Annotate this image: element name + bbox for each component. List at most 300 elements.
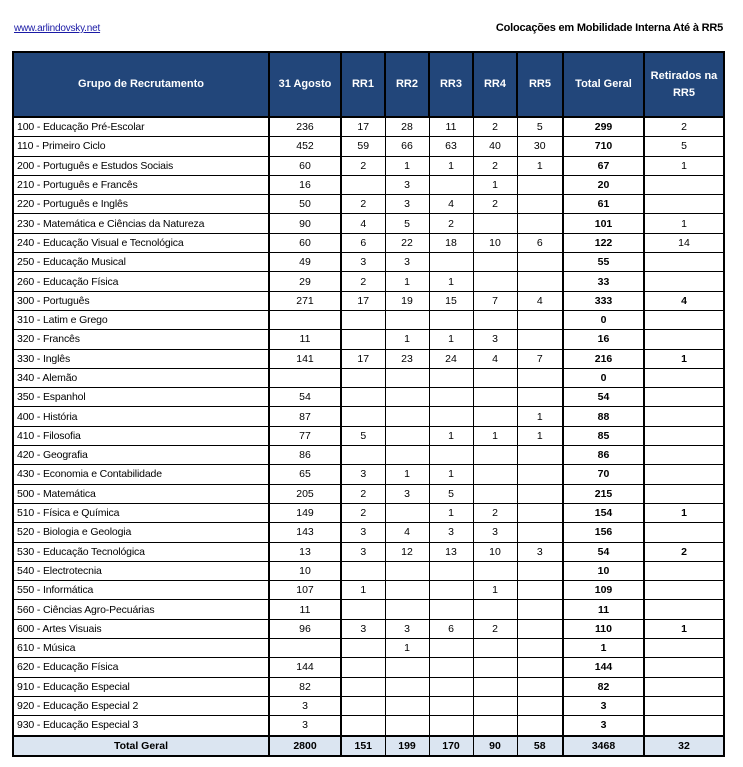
cell-rr5: 7 — [517, 349, 563, 368]
cell-total-geral: 144 — [563, 658, 644, 677]
cell-retirados — [644, 639, 724, 658]
cell-rr4: 2 — [473, 503, 517, 522]
cell-31-agosto: 49 — [269, 253, 341, 272]
cell-total-geral: 110 — [563, 619, 644, 638]
cell-rr2: 1 — [385, 639, 429, 658]
cell-rr2: 4 — [385, 523, 429, 542]
cell-total-geral: 299 — [563, 117, 644, 137]
cell-rr3: 5 — [429, 484, 473, 503]
cell-grupo: 430 - Economia e Contabilidade — [13, 465, 269, 484]
cell-rr3: 1 — [429, 156, 473, 175]
cell-rr3 — [429, 696, 473, 715]
cell-31-agosto: 65 — [269, 465, 341, 484]
cell-rr4 — [473, 677, 517, 696]
cell-rr5 — [517, 639, 563, 658]
cell-grupo: 400 - História — [13, 407, 269, 426]
cell-31-agosto: 236 — [269, 117, 341, 137]
cell-rr4: 2 — [473, 117, 517, 137]
cell-rr1 — [341, 175, 385, 194]
column-header-rr4: RR4 — [473, 52, 517, 117]
cell-rr2 — [385, 600, 429, 619]
total-rr3: 170 — [429, 736, 473, 756]
cell-rr2: 1 — [385, 330, 429, 349]
cell-rr4: 2 — [473, 156, 517, 175]
table-row — [13, 368, 724, 387]
cell-rr3: 1 — [429, 272, 473, 291]
cell-rr4: 7 — [473, 291, 517, 310]
table-row — [13, 407, 724, 426]
cell-31-agosto: 87 — [269, 407, 341, 426]
table-row — [13, 600, 724, 619]
cell-grupo: 600 - Artes Visuais — [13, 619, 269, 638]
cell-rr4 — [473, 272, 517, 291]
cell-retirados — [644, 388, 724, 407]
cell-rr1: 17 — [341, 291, 385, 310]
cell-rr2: 5 — [385, 214, 429, 233]
cell-rr2 — [385, 426, 429, 445]
cell-rr4: 1 — [473, 175, 517, 194]
cell-rr2 — [385, 581, 429, 600]
table-row — [13, 272, 724, 291]
table-row — [13, 503, 724, 522]
cell-rr5 — [517, 561, 563, 580]
cell-rr2 — [385, 388, 429, 407]
table-row — [13, 137, 724, 156]
cell-rr2 — [385, 446, 429, 465]
cell-31-agosto: 60 — [269, 156, 341, 175]
cell-rr4: 3 — [473, 330, 517, 349]
table-row — [13, 388, 724, 407]
document-title: Colocações em Mobilidade Interna Até à RR5 — [495, 22, 723, 34]
cell-retirados — [644, 330, 724, 349]
cell-rr4 — [473, 639, 517, 658]
cell-total-geral: 67 — [563, 156, 644, 175]
cell-retirados — [644, 195, 724, 214]
cell-rr3 — [429, 677, 473, 696]
cell-rr3: 1 — [429, 465, 473, 484]
cell-rr2: 3 — [385, 175, 429, 194]
cell-rr2: 22 — [385, 233, 429, 252]
cell-rr3: 63 — [429, 137, 473, 156]
cell-grupo: 350 - Espanhol — [13, 388, 269, 407]
cell-total-geral: 156 — [563, 523, 644, 542]
column-header-total-geral: Total Geral — [563, 52, 644, 117]
cell-grupo: 200 - Português e Estudos Sociais — [13, 156, 269, 175]
cell-31-agosto: 3 — [269, 716, 341, 736]
cell-rr3 — [429, 368, 473, 387]
cell-rr2 — [385, 561, 429, 580]
cell-grupo: 560 - Ciências Agro-Pecuárias — [13, 600, 269, 619]
column-header-rr5: RR5 — [517, 52, 563, 117]
cell-total-geral: 3 — [563, 716, 644, 736]
total-rr4: 90 — [473, 736, 517, 756]
cell-rr3 — [429, 388, 473, 407]
cell-retirados: 1 — [644, 156, 724, 175]
table-row — [13, 658, 724, 677]
cell-rr4 — [473, 561, 517, 580]
total-total-geral: 3468 — [563, 736, 644, 756]
cell-rr4: 10 — [473, 542, 517, 561]
cell-retirados: 2 — [644, 117, 724, 137]
cell-rr5: 1 — [517, 407, 563, 426]
cell-rr4: 2 — [473, 195, 517, 214]
cell-rr3 — [429, 310, 473, 329]
cell-total-geral: 215 — [563, 484, 644, 503]
cell-rr5: 1 — [517, 156, 563, 175]
cell-rr5: 6 — [517, 233, 563, 252]
cell-grupo: 300 - Português — [13, 291, 269, 310]
cell-rr4: 4 — [473, 349, 517, 368]
cell-grupo: 210 - Português e Francês — [13, 175, 269, 194]
cell-total-geral: 0 — [563, 310, 644, 329]
cell-31-agosto: 271 — [269, 291, 341, 310]
cell-rr4 — [473, 716, 517, 736]
total-retirados: 32 — [644, 736, 724, 756]
cell-rr2 — [385, 716, 429, 736]
cell-31-agosto: 10 — [269, 561, 341, 580]
cell-total-geral: 216 — [563, 349, 644, 368]
cell-total-geral: 20 — [563, 175, 644, 194]
cell-rr5 — [517, 484, 563, 503]
cell-rr4 — [473, 214, 517, 233]
table-row — [13, 619, 724, 638]
cell-rr2: 23 — [385, 349, 429, 368]
cell-total-geral: 710 — [563, 137, 644, 156]
table-row — [13, 349, 724, 368]
cell-total-geral: 333 — [563, 291, 644, 310]
placements-table — [12, 51, 725, 757]
cell-31-agosto: 205 — [269, 484, 341, 503]
cell-rr3: 11 — [429, 117, 473, 137]
cell-retirados — [644, 465, 724, 484]
cell-total-geral: 33 — [563, 272, 644, 291]
column-header-rr2: RR2 — [385, 52, 429, 117]
cell-retirados — [644, 561, 724, 580]
cell-rr1: 2 — [341, 503, 385, 522]
cell-rr5: 30 — [517, 137, 563, 156]
cell-rr4: 40 — [473, 137, 517, 156]
cell-rr2: 1 — [385, 156, 429, 175]
total-row — [13, 736, 724, 756]
column-header-31-agosto: 31 Agosto — [269, 52, 341, 117]
table-row — [13, 233, 724, 252]
cell-rr1: 2 — [341, 272, 385, 291]
cell-rr4 — [473, 407, 517, 426]
cell-retirados: 14 — [644, 233, 724, 252]
cell-total-geral: 154 — [563, 503, 644, 522]
cell-grupo: 500 - Matemática — [13, 484, 269, 503]
cell-31-agosto: 144 — [269, 658, 341, 677]
table-row — [13, 195, 724, 214]
cell-rr5 — [517, 677, 563, 696]
table-row — [13, 330, 724, 349]
cell-total-geral: 11 — [563, 600, 644, 619]
cell-rr2: 19 — [385, 291, 429, 310]
cell-rr5 — [517, 619, 563, 638]
cell-rr5: 4 — [517, 291, 563, 310]
cell-rr2: 66 — [385, 137, 429, 156]
cell-31-agosto: 50 — [269, 195, 341, 214]
table-row — [13, 446, 724, 465]
table-row — [13, 581, 724, 600]
cell-rr4 — [473, 310, 517, 329]
cell-rr4: 3 — [473, 523, 517, 542]
cell-rr4 — [473, 253, 517, 272]
cell-total-geral: 101 — [563, 214, 644, 233]
cell-rr1 — [341, 600, 385, 619]
table-row — [13, 465, 724, 484]
cell-rr4: 1 — [473, 426, 517, 445]
table-header-row — [13, 52, 724, 117]
cell-retirados — [644, 368, 724, 387]
cell-retirados — [644, 446, 724, 465]
table-row — [13, 716, 724, 736]
table-row — [13, 291, 724, 310]
cell-grupo: 310 - Latim e Grego — [13, 310, 269, 329]
cell-31-agosto: 90 — [269, 214, 341, 233]
cell-rr1: 1 — [341, 581, 385, 600]
cell-retirados — [644, 175, 724, 194]
cell-rr4 — [473, 600, 517, 619]
table-row — [13, 677, 724, 696]
cell-rr1: 3 — [341, 523, 385, 542]
cell-31-agosto: 143 — [269, 523, 341, 542]
cell-total-geral: 85 — [563, 426, 644, 445]
cell-rr2: 28 — [385, 117, 429, 137]
cell-total-geral: 122 — [563, 233, 644, 252]
cell-31-agosto: 29 — [269, 272, 341, 291]
cell-rr1: 3 — [341, 619, 385, 638]
cell-rr1 — [341, 407, 385, 426]
cell-grupo: 110 - Primeiro Ciclo — [13, 137, 269, 156]
total-rr2: 199 — [385, 736, 429, 756]
cell-rr4 — [473, 368, 517, 387]
cell-rr5 — [517, 658, 563, 677]
cell-rr5 — [517, 368, 563, 387]
cell-rr3: 3 — [429, 523, 473, 542]
cell-grupo: 620 - Educação Física — [13, 658, 269, 677]
cell-total-geral: 54 — [563, 542, 644, 561]
cell-retirados: 1 — [644, 214, 724, 233]
cell-rr5 — [517, 272, 563, 291]
cell-rr5 — [517, 716, 563, 736]
cell-rr1: 3 — [341, 465, 385, 484]
table-row — [13, 214, 724, 233]
column-header-grupo: Grupo de Recrutamento — [13, 52, 269, 117]
cell-grupo: 220 - Português e Inglês — [13, 195, 269, 214]
cell-rr1 — [341, 388, 385, 407]
cell-rr1: 3 — [341, 542, 385, 561]
cell-grupo: 100 - Educação Pré-Escolar — [13, 117, 269, 137]
cell-retirados — [644, 407, 724, 426]
cell-retirados: 2 — [644, 542, 724, 561]
total-agosto: 2800 — [269, 736, 341, 756]
cell-total-geral: 16 — [563, 330, 644, 349]
cell-rr4 — [473, 696, 517, 715]
cell-retirados — [644, 677, 724, 696]
cell-retirados: 4 — [644, 291, 724, 310]
cell-retirados — [644, 253, 724, 272]
cell-rr1 — [341, 696, 385, 715]
cell-31-agosto: 60 — [269, 233, 341, 252]
cell-rr4 — [473, 446, 517, 465]
cell-rr4: 1 — [473, 581, 517, 600]
cell-rr2 — [385, 677, 429, 696]
cell-grupo: 930 - Educação Especial 3 — [13, 716, 269, 736]
cell-retirados: 1 — [644, 349, 724, 368]
cell-retirados: 1 — [644, 503, 724, 522]
cell-rr3: 18 — [429, 233, 473, 252]
column-header-retirados: Retirados na RR5 — [644, 52, 724, 117]
cell-rr3: 4 — [429, 195, 473, 214]
cell-retirados — [644, 716, 724, 736]
cell-rr1: 2 — [341, 484, 385, 503]
cell-rr5 — [517, 330, 563, 349]
cell-rr5: 1 — [517, 426, 563, 445]
cell-31-agosto: 141 — [269, 349, 341, 368]
cell-rr2 — [385, 368, 429, 387]
cell-rr3 — [429, 639, 473, 658]
cell-retirados: 5 — [644, 137, 724, 156]
site-link[interactable]: www.arlindovsky.net — [14, 23, 101, 34]
table-row — [13, 561, 724, 580]
cell-rr3: 6 — [429, 619, 473, 638]
cell-rr3 — [429, 716, 473, 736]
table-body — [13, 117, 724, 736]
cell-grupo: 510 - Física e Química — [13, 503, 269, 522]
cell-rr4 — [473, 658, 517, 677]
cell-retirados — [644, 426, 724, 445]
table-row — [13, 310, 724, 329]
table-row — [13, 253, 724, 272]
cell-rr1: 4 — [341, 214, 385, 233]
table-row — [13, 484, 724, 503]
cell-grupo: 330 - Inglês — [13, 349, 269, 368]
cell-rr2 — [385, 658, 429, 677]
cell-rr3 — [429, 446, 473, 465]
cell-31-agosto: 86 — [269, 446, 341, 465]
cell-rr2 — [385, 503, 429, 522]
cell-rr1: 5 — [341, 426, 385, 445]
cell-rr1: 6 — [341, 233, 385, 252]
table-row — [13, 117, 724, 137]
cell-rr4: 2 — [473, 619, 517, 638]
cell-total-geral: 70 — [563, 465, 644, 484]
cell-31-agosto: 107 — [269, 581, 341, 600]
cell-retirados — [644, 658, 724, 677]
cell-rr5: 3 — [517, 542, 563, 561]
cell-31-agosto: 452 — [269, 137, 341, 156]
cell-rr2: 3 — [385, 619, 429, 638]
cell-grupo: 530 - Educação Tecnológica — [13, 542, 269, 561]
cell-grupo: 260 - Educação Física — [13, 272, 269, 291]
cell-rr5 — [517, 600, 563, 619]
cell-total-geral: 3 — [563, 696, 644, 715]
cell-total-geral: 61 — [563, 195, 644, 214]
cell-rr2: 3 — [385, 195, 429, 214]
cell-rr2 — [385, 310, 429, 329]
cell-rr3: 24 — [429, 349, 473, 368]
cell-total-geral: 86 — [563, 446, 644, 465]
cell-rr1: 2 — [341, 156, 385, 175]
cell-31-agosto: 11 — [269, 330, 341, 349]
cell-rr3 — [429, 658, 473, 677]
cell-rr5 — [517, 581, 563, 600]
cell-rr1: 3 — [341, 253, 385, 272]
cell-rr1 — [341, 310, 385, 329]
cell-rr3: 1 — [429, 330, 473, 349]
cell-rr2: 12 — [385, 542, 429, 561]
cell-grupo: 610 - Música — [13, 639, 269, 658]
cell-rr4 — [473, 465, 517, 484]
total-rr1: 151 — [341, 736, 385, 756]
cell-rr5 — [517, 175, 563, 194]
cell-rr3 — [429, 407, 473, 426]
cell-31-agosto: 149 — [269, 503, 341, 522]
cell-31-agosto: 82 — [269, 677, 341, 696]
cell-rr3: 15 — [429, 291, 473, 310]
table-row — [13, 696, 724, 715]
cell-rr1: 17 — [341, 349, 385, 368]
cell-rr1 — [341, 368, 385, 387]
cell-rr5: 5 — [517, 117, 563, 137]
cell-rr1: 17 — [341, 117, 385, 137]
cell-rr2 — [385, 407, 429, 426]
column-header-rr3: RR3 — [429, 52, 473, 117]
cell-rr1 — [341, 561, 385, 580]
cell-rr1 — [341, 677, 385, 696]
cell-total-geral: 88 — [563, 407, 644, 426]
cell-rr5 — [517, 310, 563, 329]
cell-31-agosto: 54 — [269, 388, 341, 407]
table-row — [13, 156, 724, 175]
cell-grupo: 340 - Alemão — [13, 368, 269, 387]
cell-rr3: 13 — [429, 542, 473, 561]
table-row — [13, 542, 724, 561]
cell-total-geral: 54 — [563, 388, 644, 407]
cell-grupo: 320 - Francês — [13, 330, 269, 349]
cell-rr4 — [473, 484, 517, 503]
table-row — [13, 639, 724, 658]
cell-31-agosto: 11 — [269, 600, 341, 619]
cell-rr5 — [517, 214, 563, 233]
cell-31-agosto — [269, 310, 341, 329]
cell-grupo: 410 - Filosofia — [13, 426, 269, 445]
cell-rr5 — [517, 195, 563, 214]
cell-rr5 — [517, 388, 563, 407]
cell-rr2: 3 — [385, 253, 429, 272]
cell-retirados — [644, 600, 724, 619]
cell-rr3: 1 — [429, 426, 473, 445]
total-label: Total Geral — [13, 736, 269, 756]
column-header-rr1: RR1 — [341, 52, 385, 117]
cell-total-geral: 10 — [563, 561, 644, 580]
cell-rr3 — [429, 581, 473, 600]
cell-rr2: 1 — [385, 465, 429, 484]
cell-retirados: 1 — [644, 619, 724, 638]
cell-rr2: 3 — [385, 484, 429, 503]
table-row — [13, 175, 724, 194]
cell-31-agosto: 96 — [269, 619, 341, 638]
table-row — [13, 523, 724, 542]
cell-grupo: 550 - Informática — [13, 581, 269, 600]
cell-rr1: 2 — [341, 195, 385, 214]
cell-rr3 — [429, 600, 473, 619]
cell-grupo: 920 - Educação Especial 2 — [13, 696, 269, 715]
cell-rr3 — [429, 561, 473, 580]
cell-total-geral: 82 — [563, 677, 644, 696]
cell-rr5 — [517, 696, 563, 715]
